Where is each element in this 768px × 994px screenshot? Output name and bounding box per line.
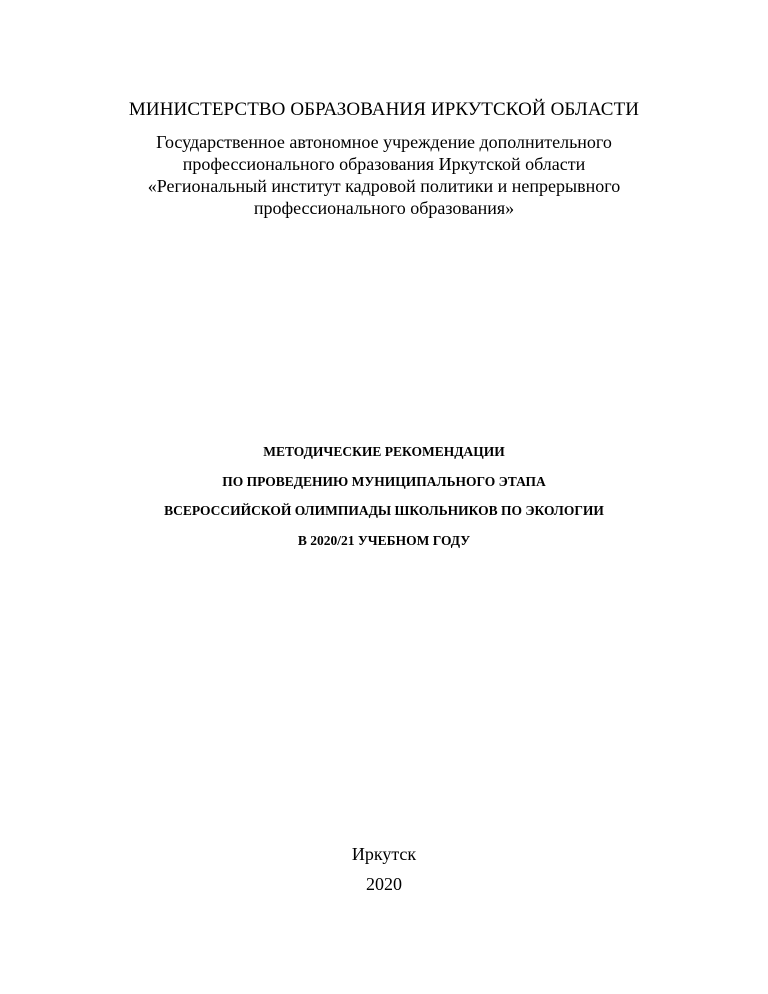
city-name: Иркутск (351, 844, 417, 864)
institution-line: профессионального образования» (253, 198, 515, 218)
document-footer (0, 843, 768, 895)
ministry-name: МИНИСТЕРСТВО ОБРАЗОВАНИЯ ИРКУТСКОЙ ОБЛАСТИ (128, 99, 640, 120)
institution-line: Государственное автономное учреждение дополнительного (156, 132, 612, 152)
title-line: В 2020/21 УЧЕБНОМ ГОДУ (297, 532, 471, 548)
title-line: ПО ПРОВЕДЕНИЮ МУНИЦИПАЛЬНОГО ЭТАПА (222, 473, 546, 489)
publication-year: 2020 (366, 874, 402, 894)
title-line: МЕТОДИЧЕСКИЕ РЕКОМЕНДАЦИИ (263, 444, 505, 459)
title-line: ВСЕРОССИЙСКОЙ ОЛИМПИАДЫ ШКОЛЬНИКОВ ПО ЭКОЛОГИИ (164, 503, 604, 518)
institution-line: «Региональный институт кадровой политики и непрерывного (147, 176, 621, 196)
document-title (0, 442, 768, 560)
institution-name (0, 131, 768, 219)
institution-line: профессионального образования Иркутской области (182, 154, 586, 174)
